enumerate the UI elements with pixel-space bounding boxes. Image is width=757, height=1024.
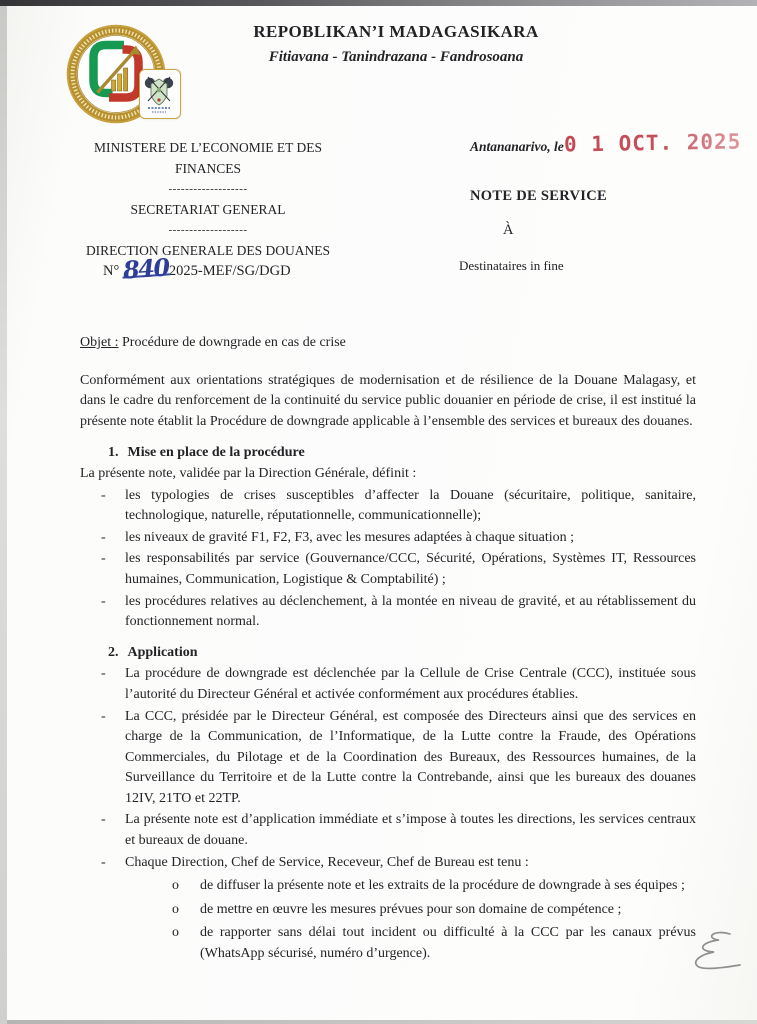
list-item [80,528,696,549]
customs-badge-icon [139,69,181,119]
sub-list-item [125,900,696,921]
list-item [80,549,696,590]
document-type-title: NOTE DE SERVICE [470,188,607,204]
national-motto: Fitiavana - Tanindrazana - Fandrosoana [268,49,524,65]
dash-marker: - [101,551,106,567]
subject-label: Objet : [80,335,119,350]
section-2-sub-list [125,876,696,964]
dash-marker: - [101,487,106,503]
section-1-number: 1. [108,445,119,461]
divider-dashes: ------------------- [168,223,248,236]
intro-paragraph: Conformément aux orientations stratégiques de modernisation et de résilience de la Douane Malagasy, et dans le cadre du renforcement de la continuité du service public douanier en période de crise, il est institué la présente note établit la Procédure de downgrade applicable à l’ensemble des services et bureaux des douanes. [80,372,696,429]
handwritten-paraph [684,926,742,980]
section-1-lead: La présente note, validée par la Direction Générale, définit : [80,465,417,481]
section-1-heading [80,443,696,464]
list-item-text: Chaque Direction, Chef de Service, Receveur, Chef de Bureau est tenu : [125,854,529,870]
subject-text: Procédure de downgrade en cas de crise [118,335,346,350]
dash-marker: - [101,854,106,870]
sub-list-item-text: de diffuser la présente note et les extraits de la procédure de downgrade à ses équipes ; [200,878,685,894]
reference-prefix: N° [103,263,120,279]
section-2-title: Application [127,644,198,660]
dash-marker: - [101,529,106,545]
circle-marker: o [172,878,179,894]
handwritten-reference-number: 840 [122,252,170,285]
list-item [80,486,696,527]
direction-name: DIRECTION GENERALE DES DOUANES [85,242,331,258]
place-date-line: Antananarivo, le [470,139,564,154]
list-item [80,810,696,851]
section-2-number: 2. [108,644,119,660]
secretariat-name: SECRETARIAT GENERAL [130,201,286,217]
reference-suffix: 2025-MEF/SG/DGD [168,263,291,279]
addressee-a: À [503,222,514,238]
date-stamp: 0 1 OCT. 2025 [563,129,742,157]
dash-marker: - [101,666,106,682]
circle-marker: o [172,925,179,941]
reference-number-line [103,252,291,285]
subject-line [80,333,696,354]
section-1-title: Mise en place de la procédure [127,445,305,461]
letterhead-block [34,138,382,262]
section-2-heading [80,643,696,664]
republic-title: REPOBLIKAN’I MADAGASIKARA [253,22,539,41]
dash-marker: - [101,812,106,828]
photo-edge-bottom [7,1020,757,1024]
section-2-list [80,664,696,964]
list-item-text: La présente note est d’application immédiate et s’impose à toutes les directions, les services centraux et bureaux de douane. [125,812,696,849]
list-item-text: les procédures relatives au déclenchement, à la montée en niveau de gravité, et au rétablissement du fonctionnement normal. [125,593,696,630]
ministry-name: MINISTERE DE L’ECONOMIE ET DES FINANCES [94,140,322,176]
circle-marker: o [172,901,179,917]
sub-list-item [125,876,696,897]
paraph-icon [684,926,742,980]
photo-edge-left [0,6,7,1024]
sub-list-item-text: de mettre en œuvre les mesures prévues pour son domaine de compétence ; [200,901,622,917]
section-1-list [80,486,696,633]
list-item-text: La procédure de downgrade est déclenchée par la Cellule de Crise Centrale (CCC), instituée sous l’autorité du Directeur Général et activée conformément aux procédures établies. [125,666,696,702]
sub-list-item [125,923,696,964]
list-item [80,707,696,810]
document-header [196,22,596,66]
list-item [80,853,696,965]
list-item-text: les typologies de crises susceptibles d’affecter la Douane (sécuritaire, politique, sanitaire, technologique, naturelle, réputationnelle, communicationnelle); [125,487,696,524]
list-item-text: La CCC, présidée par le Directeur Général, est composée des Directeurs ainsi que des services en charge de la Communication, de l’Informatique, de la Lutte contre la Fraude, des Opérations Commerciales, du Pilotage et de la Coordination des Bureaux, des Ressources humaines, de la Surveillance du Territoire et de la Lutte contre la Contrebande, ainsi que les bureaux des douanes 12IV, 21TO et 22TP. [125,708,696,806]
list-item-text: les niveaux de gravité F1, F2, F3, avec les mesures adaptées à chaque situation ; [125,529,575,545]
dash-marker: - [101,593,106,609]
list-item-text: les responsabilités par service (Gouvernance/CCC, Sécurité, Opérations, Systèmes IT, Ressources humaines, Communication, Logistique & Comptabilité) ; [125,551,696,587]
dash-marker: - [101,708,106,724]
sub-list-item-text: de rapporter sans délai tout incident ou difficulté à la CCC par les canaux prévus (WhatsApp sécurisé, numéro d’urgence). [200,925,696,962]
photo-edge-top [0,0,757,6]
divider-dashes: ------------------- [168,182,248,195]
list-item [80,664,696,705]
recipients-line: Destinataires in fine [459,258,564,273]
list-item [80,592,696,633]
document-body [80,333,696,968]
